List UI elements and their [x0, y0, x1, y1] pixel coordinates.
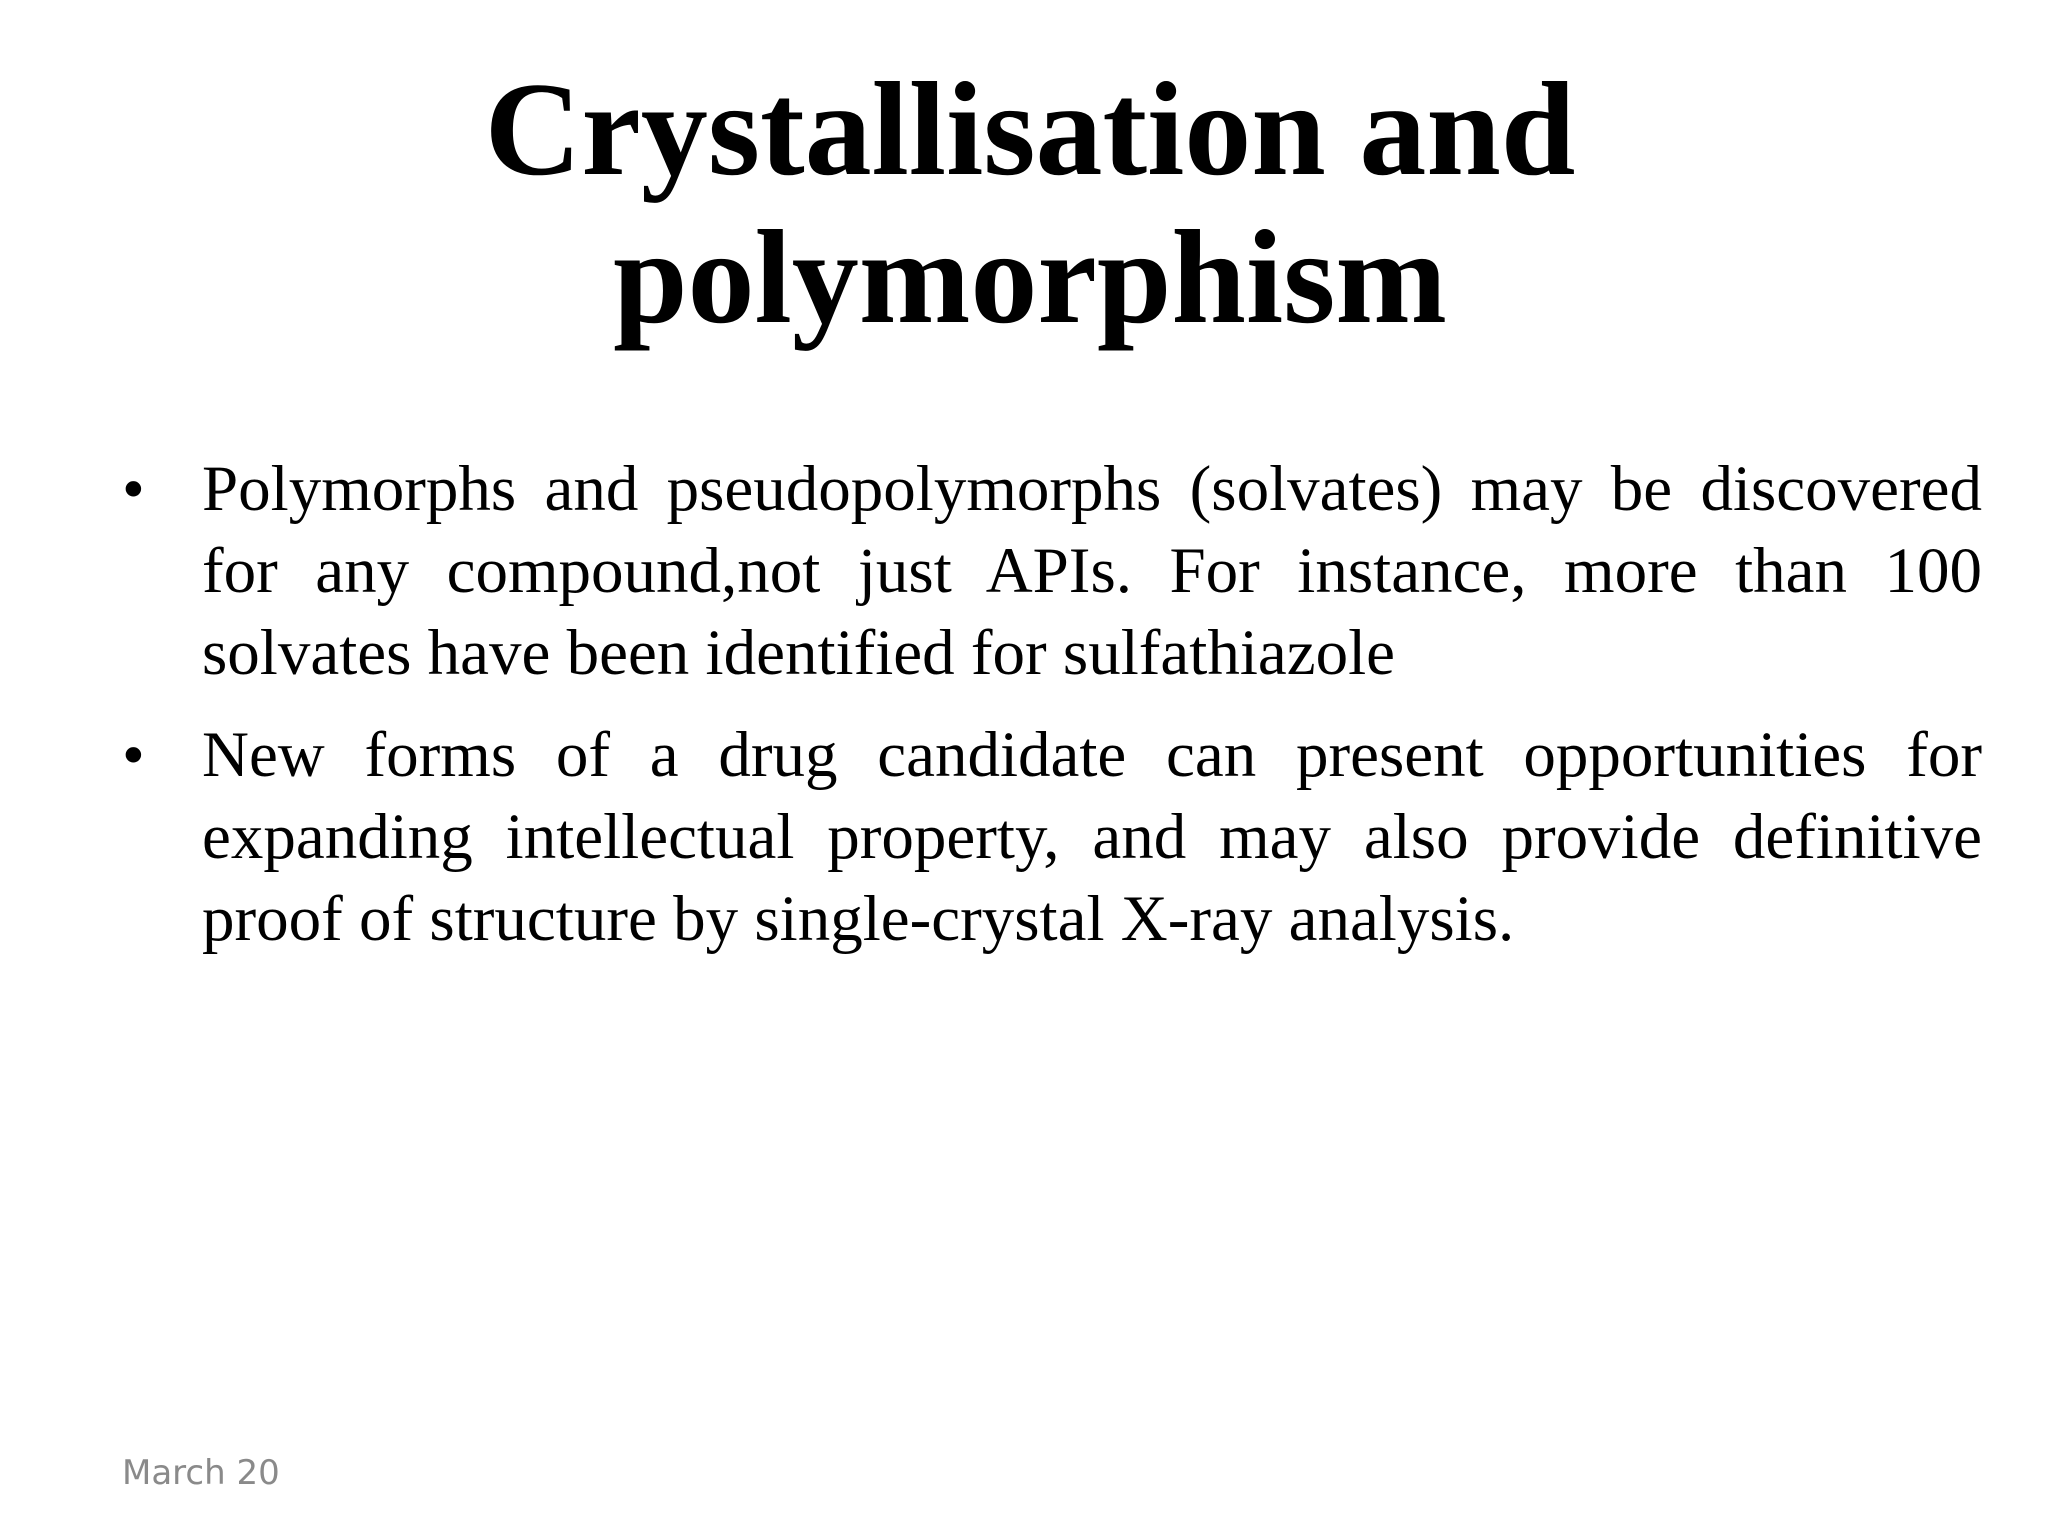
bullet-text: New forms of a drug candidate can present opportunities for expanding intellectual property, and may also provide definitive proof of structure by single-crystal X-ray analysis. [202, 719, 1982, 955]
bullet-marker: • [122, 719, 145, 791]
footer-date: March 20 [122, 1453, 280, 1493]
bullet-item-new-forms [122, 714, 1982, 960]
bullet-item-polymorphs [122, 448, 1982, 694]
bullet-marker: • [122, 453, 145, 525]
bullet-text: Polymorphs and pseudopolymorphs (solvates) may be discovered for any compound,not just APIs. For instance, more than 100 solvates have been identified for sulfathiazole [202, 453, 1982, 689]
bullet-list [122, 448, 1982, 980]
slide-title-line-1: Crystallisation and [484, 55, 1576, 203]
slide-title [200, 55, 1860, 351]
slide-title-line-2: polymorphism [613, 203, 1447, 351]
